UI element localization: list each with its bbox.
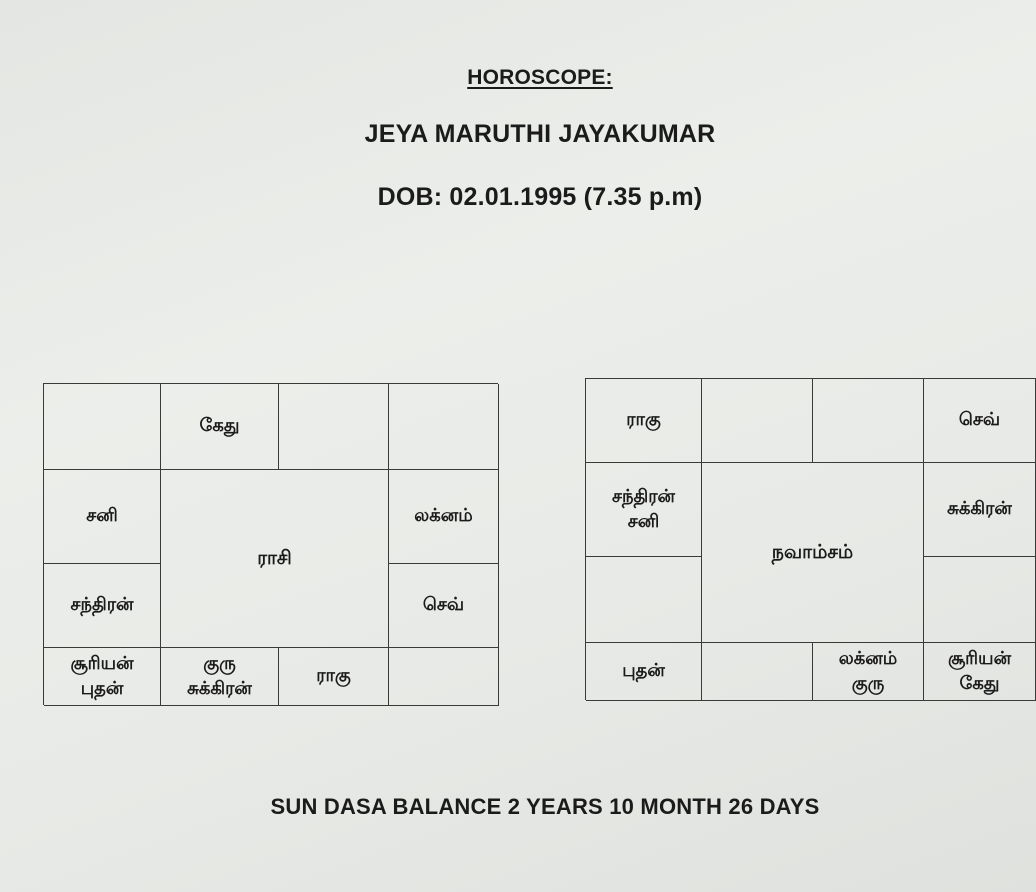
rasi-cell-top-4 xyxy=(389,384,499,470)
navamsam-chart xyxy=(585,378,1036,700)
navamsam-cell-bottom-4-line-2: கேது xyxy=(959,672,1000,694)
rasi-cell-bottom-1 xyxy=(44,648,161,706)
rasi-cell-top-1 xyxy=(44,384,161,470)
navamsam-cell-top-2 xyxy=(702,379,813,463)
rasi-cell-left-1-line-1: சனி xyxy=(86,505,118,527)
navamsam-cell-bottom-1 xyxy=(586,643,702,701)
rasi-cell-bottom-1-line-2: புதன் xyxy=(80,677,124,699)
navamsam-cell-bottom-3 xyxy=(813,643,924,701)
navamsam-cell-bottom-3-line-2: குரு xyxy=(851,672,885,694)
date-of-birth: DOB: 02.01.1995 (7.35 p.m) xyxy=(377,183,703,211)
rasi-cell-bottom-3-line-1: ராகு xyxy=(316,665,351,687)
navamsam-cell-top-1 xyxy=(586,379,702,463)
rasi-cell-bottom-2-line-1: குரு xyxy=(203,653,236,675)
navamsam-cell-left-1 xyxy=(586,463,702,557)
navamsam-cell-top-4-line-1: செவ் xyxy=(958,409,1001,431)
rasi-chart xyxy=(43,383,498,705)
navamsam-cell-bottom-4-line-1: சூரியன் xyxy=(947,648,1012,670)
navamsam-cell-top-1-line-1: ராகு xyxy=(626,409,661,431)
navamsam-cell-left-2 xyxy=(586,557,702,643)
navamsam-cell-bottom-4 xyxy=(924,643,1036,701)
navamsam-cell-bottom-2 xyxy=(702,643,813,701)
rasi-cell-right-1-line-1: லக்னம் xyxy=(414,505,473,527)
navamsam-cell-top-3 xyxy=(813,379,924,463)
person-name: JEYA MARUTHI JAYAKUMAR xyxy=(364,120,716,148)
navamsam-cell-bottom-1-line-1: புதன் xyxy=(622,660,665,682)
rasi-center xyxy=(161,470,389,648)
rasi-cell-bottom-4 xyxy=(389,648,499,706)
rasi-cell-left-2 xyxy=(44,564,161,648)
rasi-cell-bottom-3 xyxy=(279,648,389,706)
navamsam-cell-right-1 xyxy=(924,463,1036,557)
rasi-cell-top-3 xyxy=(279,384,389,470)
document-title: HOROSCOPE: xyxy=(467,66,613,89)
navamsam-cell-left-1-line-2: சனி xyxy=(627,510,660,532)
navamsam-center xyxy=(702,463,924,643)
dasa-balance: SUN DASA BALANCE 2 YEARS 10 MONTH 26 DAYS xyxy=(270,794,820,819)
navamsam-cell-left-1-line-1: சந்திரன் xyxy=(611,486,676,508)
rasi-cell-left-2-line-1: சந்திரன் xyxy=(70,594,134,616)
navamsam-cell-bottom-3-line-1: லக்னம் xyxy=(838,648,898,670)
navamsam-cell-right-1-line-1: சுக்கிரன் xyxy=(947,498,1012,520)
rasi-cell-bottom-2 xyxy=(161,648,279,706)
navamsam-cell-top-4 xyxy=(924,379,1036,463)
rasi-cell-left-1 xyxy=(44,470,161,564)
rasi-cell-top-2-line-1: கேது xyxy=(199,415,240,437)
rasi-center-label: ராசி xyxy=(257,546,292,569)
rasi-cell-top-2 xyxy=(161,384,279,470)
navamsam-center-label: நவாம்சம் xyxy=(771,540,854,563)
rasi-cell-right-1 xyxy=(389,470,499,564)
rasi-cell-right-2 xyxy=(389,564,499,648)
rasi-cell-bottom-2-line-2: சுக்கிரன் xyxy=(187,677,252,699)
navamsam-cell-right-2 xyxy=(924,557,1036,643)
rasi-cell-right-2-line-1: செவ் xyxy=(422,594,465,616)
rasi-cell-bottom-1-line-1: சூரியன் xyxy=(70,653,134,675)
